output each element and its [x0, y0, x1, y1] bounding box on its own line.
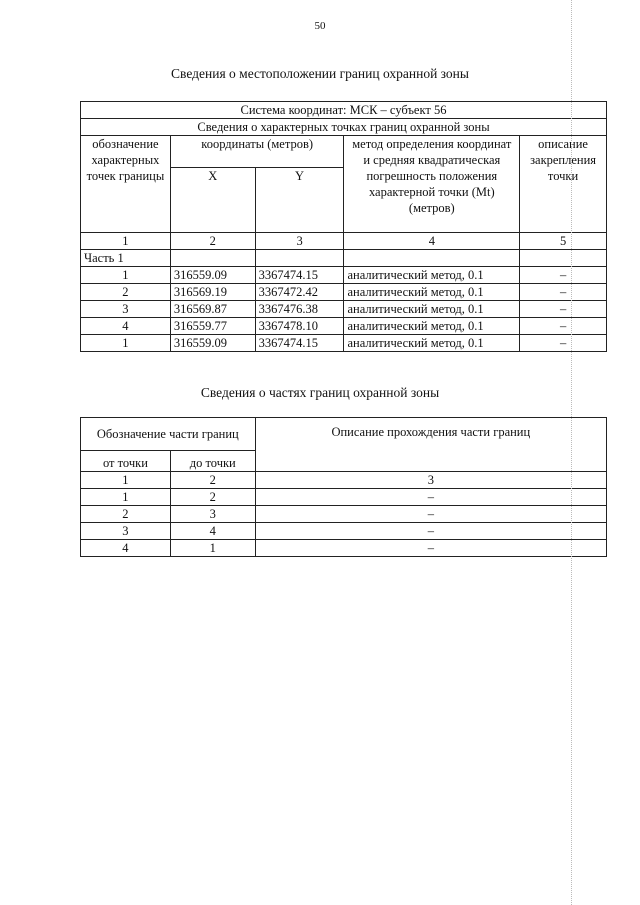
- to-point: 1: [170, 540, 255, 557]
- parts-table: [80, 417, 607, 557]
- desc: –: [520, 267, 607, 284]
- col-number: 2: [170, 472, 255, 489]
- point-id: 1: [81, 267, 171, 284]
- from-point: 3: [81, 523, 171, 540]
- from-point: 4: [81, 540, 171, 557]
- table-row: [81, 284, 607, 301]
- coord-x: 316569.19: [170, 284, 255, 301]
- coord-y: 3367474.15: [255, 335, 344, 352]
- coordinate-system: Система координат: МСК – субъект 56: [81, 102, 607, 119]
- point-id: 4: [81, 318, 171, 335]
- from-point: 2: [81, 506, 171, 523]
- table-subtitle: Сведения о характерных точках границ охранной зоны: [81, 119, 607, 136]
- col-number: 2: [170, 233, 255, 250]
- table-row: [81, 523, 607, 540]
- desc: –: [520, 318, 607, 335]
- column-numbers-row: [81, 472, 607, 489]
- part-desc: –: [255, 523, 606, 540]
- col-number: 3: [255, 233, 344, 250]
- header-designation: Обозначение части границ: [81, 418, 256, 451]
- header-x: X: [170, 167, 255, 232]
- section-title-parts: Сведения о частях границ охранной зоны: [200, 385, 440, 400]
- point-id: 2: [81, 284, 171, 301]
- table-row: [81, 301, 607, 318]
- coord-x: 316559.09: [170, 267, 255, 284]
- table-row: [81, 335, 607, 352]
- to-point: 2: [170, 489, 255, 506]
- part-desc: –: [255, 506, 606, 523]
- col-number: 1: [81, 233, 171, 250]
- table-row: [81, 318, 607, 335]
- from-point: 1: [81, 489, 171, 506]
- system-row: [81, 102, 607, 119]
- page-number: 50: [314, 20, 326, 32]
- header-desc: описание закрепления точки: [520, 136, 607, 233]
- header-y: Y: [255, 167, 344, 232]
- point-id: 3: [81, 301, 171, 318]
- coord-x: 316569.87: [170, 301, 255, 318]
- col-number: 1: [81, 472, 171, 489]
- table-row: [81, 267, 607, 284]
- coord-y: 3367478.10: [255, 318, 344, 335]
- header-description: Описание прохождения части границ: [255, 418, 606, 472]
- coord-y: 3367472.42: [255, 284, 344, 301]
- method: аналитический метод, 0.1: [344, 301, 520, 318]
- table-row: [81, 540, 607, 557]
- part-row: [81, 250, 607, 267]
- coord-x: 316559.09: [170, 335, 255, 352]
- table-row: [81, 506, 607, 523]
- col-number: 3: [255, 472, 606, 489]
- points-table: [80, 101, 607, 352]
- part-desc: –: [255, 489, 606, 506]
- coord-y: 3367476.38: [255, 301, 344, 318]
- desc: –: [520, 301, 607, 318]
- header-method: метод определения координат и средняя квадратическая погрешность положения характерной точки (Mt) (метров): [344, 136, 520, 233]
- coord-y: 3367474.15: [255, 267, 344, 284]
- header-row: [81, 418, 607, 451]
- header-to: до точки: [170, 451, 255, 472]
- method: аналитический метод, 0.1: [344, 284, 520, 301]
- header-coords: координаты (метров): [170, 136, 344, 168]
- point-id: 1: [81, 335, 171, 352]
- subtitle-row: [81, 119, 607, 136]
- col-number: 4: [344, 233, 520, 250]
- desc: –: [520, 284, 607, 301]
- section-title-boundaries: Сведения о местоположении границ охранной зоны: [171, 66, 469, 81]
- col-number: 5: [520, 233, 607, 250]
- coord-x: 316559.77: [170, 318, 255, 335]
- desc: –: [520, 335, 607, 352]
- scan-artifact-line: [571, 0, 572, 905]
- column-numbers-row: [81, 233, 607, 250]
- method: аналитический метод, 0.1: [344, 318, 520, 335]
- table-row: [81, 489, 607, 506]
- part-label: Часть 1: [81, 250, 171, 267]
- to-point: 3: [170, 506, 255, 523]
- part-desc: –: [255, 540, 606, 557]
- method: аналитический метод, 0.1: [344, 335, 520, 352]
- header-from: от точки: [81, 451, 171, 472]
- to-point: 4: [170, 523, 255, 540]
- method: аналитический метод, 0.1: [344, 267, 520, 284]
- header-row: [81, 136, 607, 168]
- header-point: обозначение характерных точек границы: [81, 136, 171, 233]
